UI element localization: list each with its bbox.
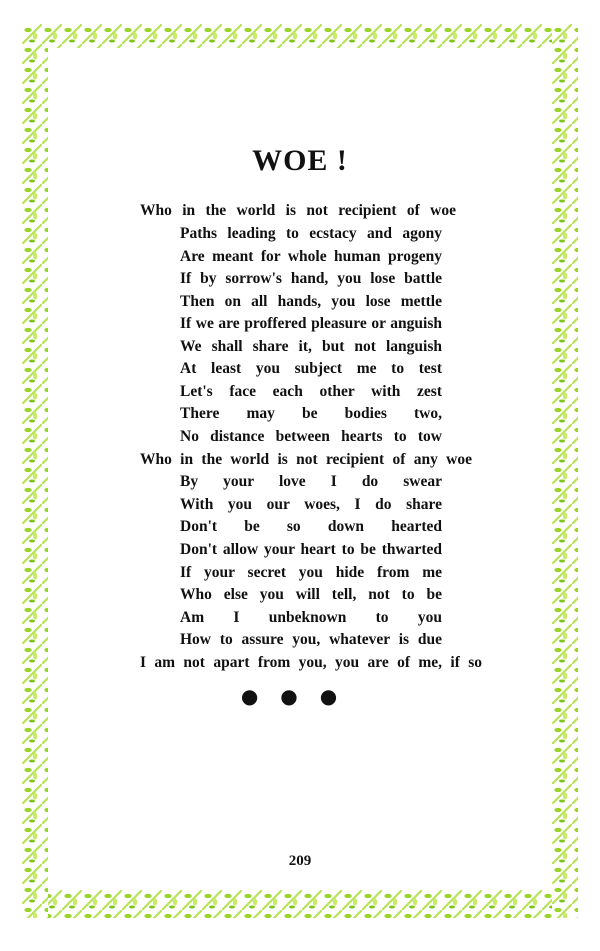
poem-line: Who in the world is not recipient of woe bbox=[140, 202, 456, 219]
decorative-border-top bbox=[22, 24, 578, 48]
page-number: 209 bbox=[288, 853, 312, 869]
poem-line: There may be bodies two, bbox=[180, 405, 442, 422]
decorative-border-bottom bbox=[22, 890, 578, 918]
poem-line: Who in the world is not recipient of any woe bbox=[140, 451, 472, 468]
poem-line: Are meant for whole human progeny bbox=[180, 248, 442, 265]
poem-line: Paths leading to ecstacy and agony bbox=[180, 225, 442, 242]
poem-line: No distance between hearts to tow bbox=[180, 428, 442, 445]
poem-line: If by sorrow's hand, you lose battle bbox=[180, 270, 442, 287]
poem-line: How to assure you, whatever is due bbox=[180, 631, 442, 648]
ornament-dot: ● bbox=[280, 684, 320, 708]
poem-line: Don't allow your heart to be thwarted bbox=[180, 541, 442, 558]
poem-line: If your secret you hide from me bbox=[180, 564, 442, 581]
ornament-dot: ● bbox=[240, 684, 281, 708]
poem-line: Let's face each other with zest bbox=[180, 383, 442, 400]
poem-line: At least you subject me to test bbox=[180, 360, 442, 377]
poem-line: Then on all hands, you lose mettle bbox=[180, 293, 442, 310]
poem-line: Am I unbeknown to you bbox=[180, 609, 442, 626]
section-ornament bbox=[0, 684, 600, 708]
poem-line: I am not apart from you, you are of me, if so bbox=[140, 654, 482, 671]
poem-line: We shall share it, but not languish bbox=[180, 338, 442, 355]
poem-line: With you our woes, I do share bbox=[180, 496, 442, 513]
ornament-dot: ● bbox=[319, 684, 360, 708]
poem-line: Who else you will tell, not to be bbox=[180, 586, 442, 603]
poem-line: Don't be so down hearted bbox=[180, 518, 442, 535]
poem-title: WOE ! bbox=[252, 144, 348, 178]
poem-line: By your love I do swear bbox=[180, 473, 442, 490]
poem-line: If we are proffered pleasure or anguish bbox=[180, 315, 442, 332]
